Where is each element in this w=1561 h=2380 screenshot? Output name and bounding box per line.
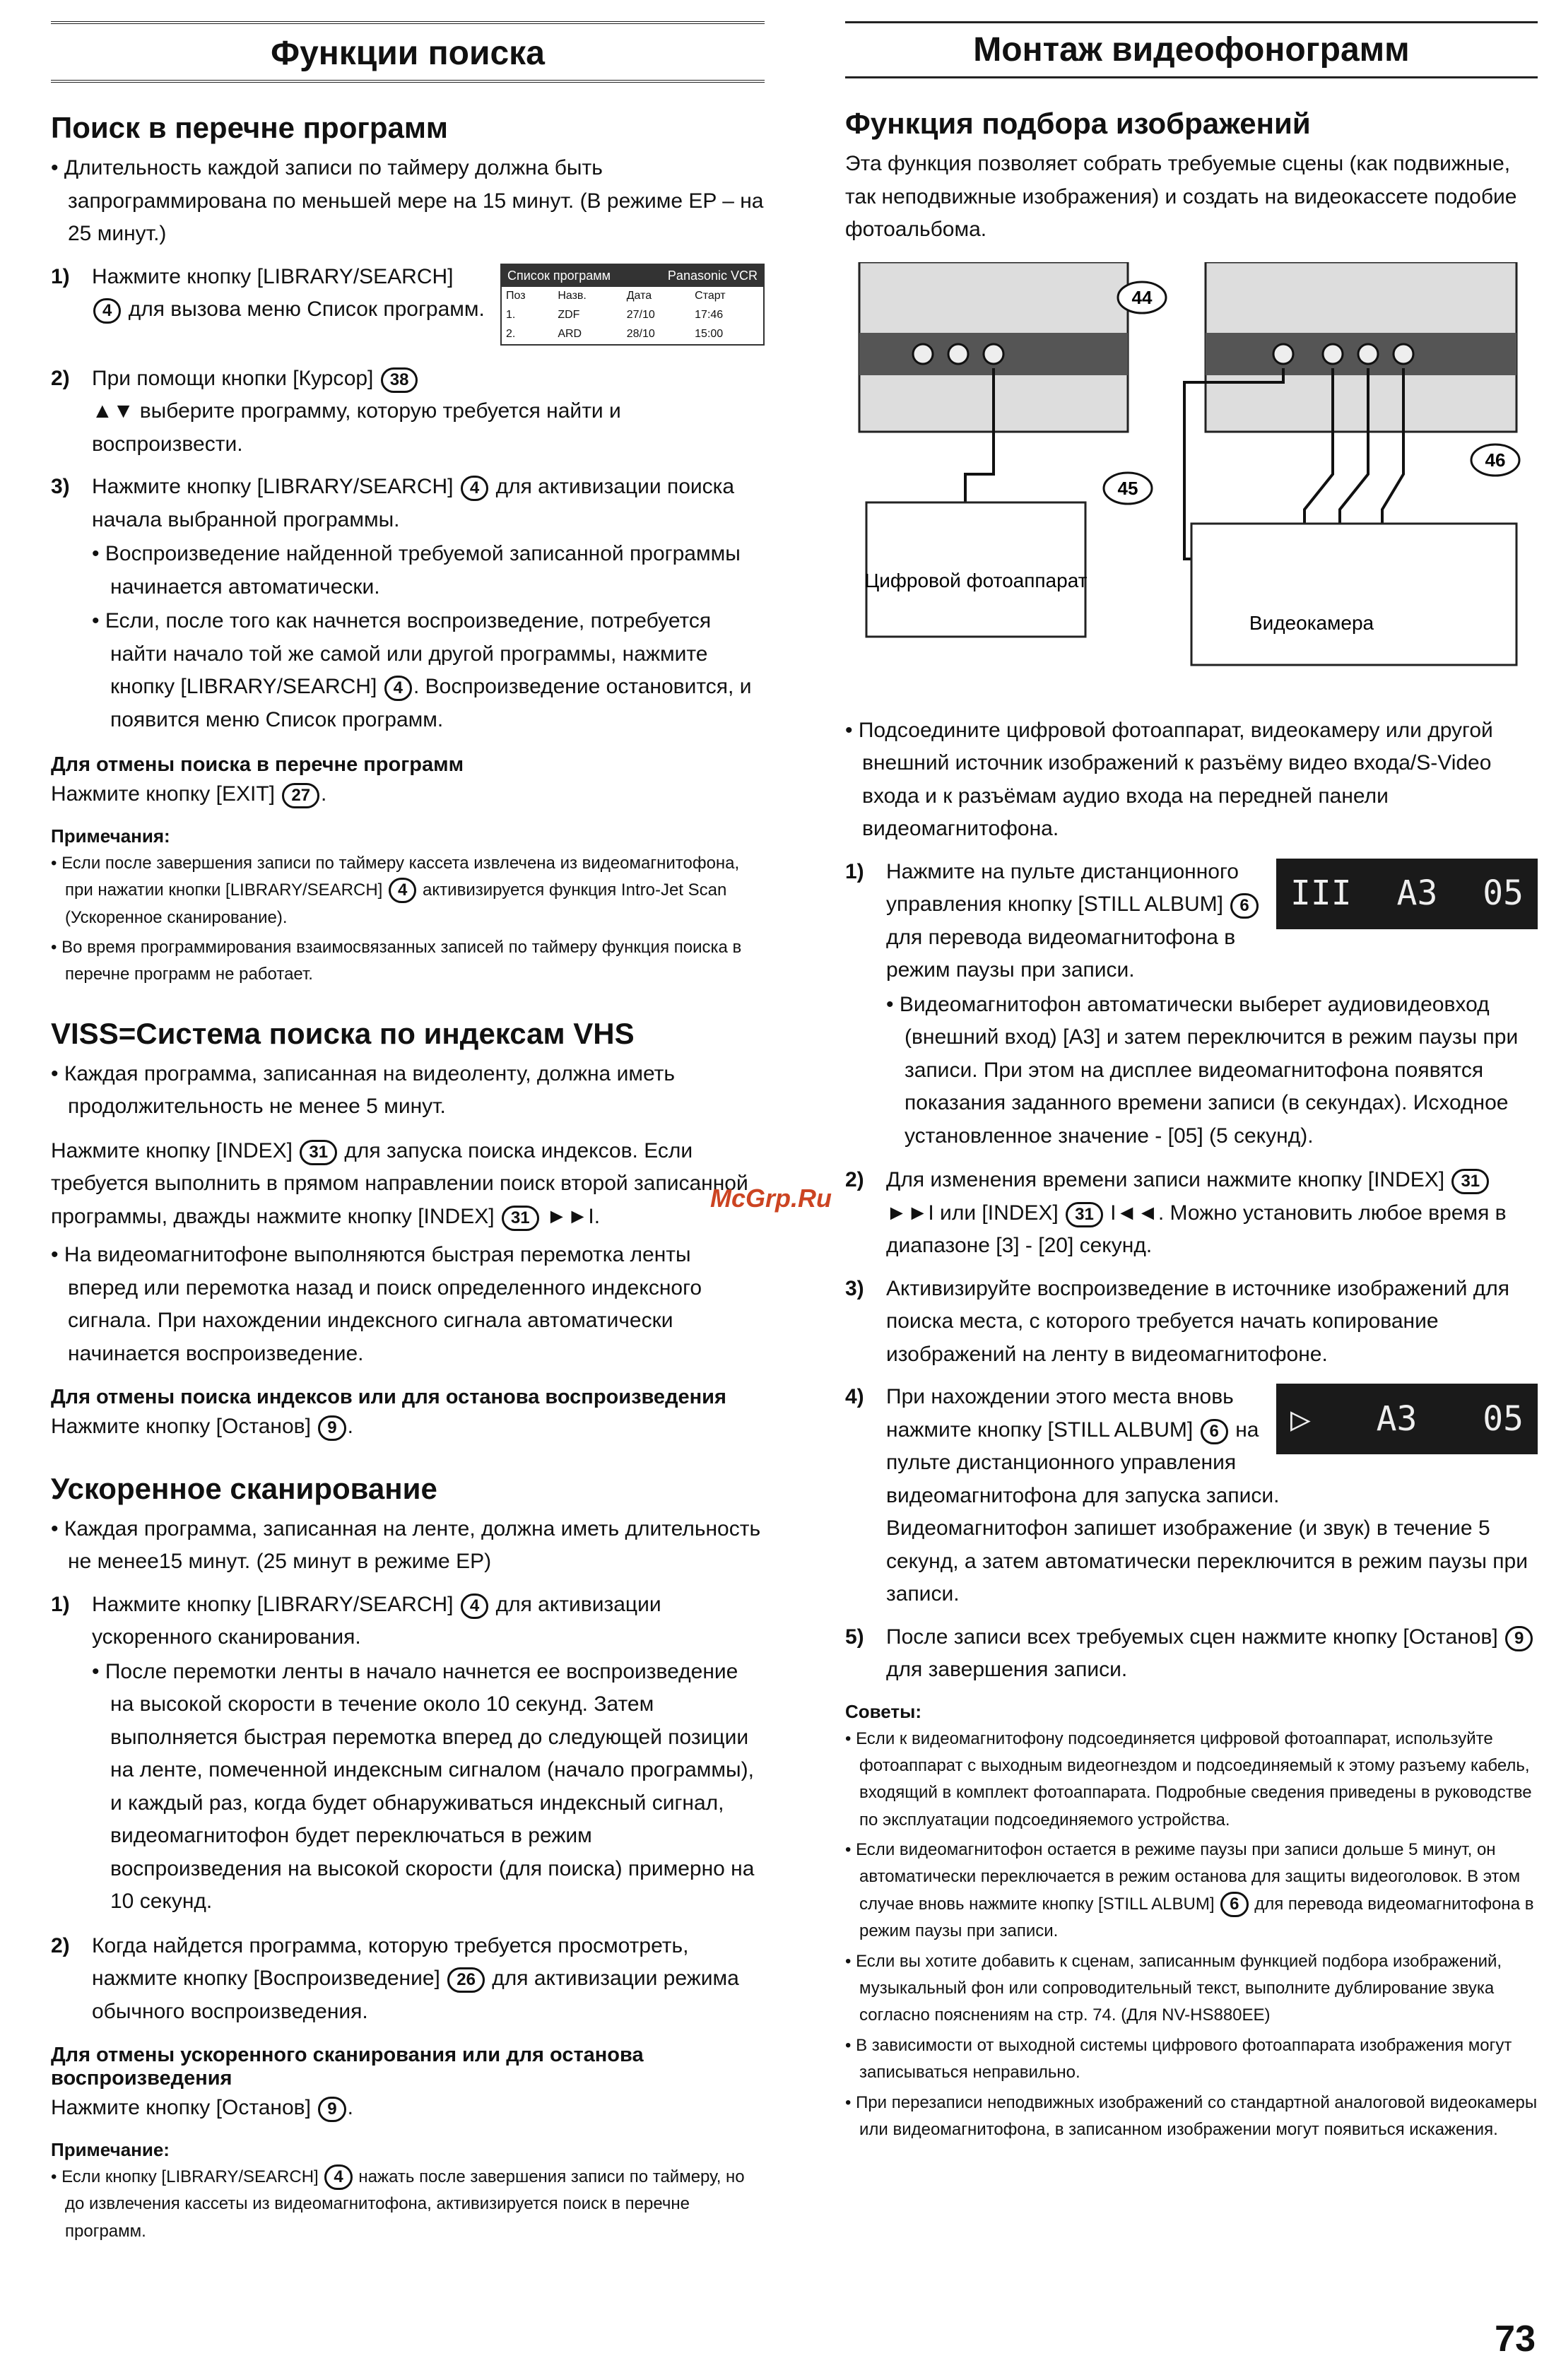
label-camcorder: Видеокамера: [1249, 611, 1374, 634]
cancel-library-heading: Для отмены поиска в перечне программ: [51, 753, 464, 777]
right-column: Монтаж видеофонограмм Функция подбора изображений Эта функция позволяет собрать требуемые сцены (как подвижные, так неподвижные изображения) и создать на видеокассете подобие фотоальбома. 44 45 46 Цифровой фотоаппарат Видеокамера • Подсоедините цифровой фотоаппарат, видеокамеру или другой внешний источник изображений к разъёму видео входа/S-Video входа и к разъёмам аудио входа на передней панели видеомагнитофона. 1) III A3 05 Нажмите на пульте дистанционного управления кнопку [STILL ALBUM] 6 для перевода видеомагнитофона в режим паузы при записи. • Видеомагнитофон автоматически выберет аудиовидеовход (внешний вход) [A3] и затем переключится в режим паузы при записи. При этом на дисплее видеомагнитофона появятся показания заданного времени записи (в секундах). Исходное установленное значение - [05] (5 секунд). 2) Для изменения времени записи нажмите кнопку [INDEX] 31 ►►I или [INDEX] 31 I◄◄. Можно установить любое время в диапазоне [3] - [20] секунд. 3) Активизируйте воспроизведение в источнике изображений для поиска места, с которого требуется начать копирование изображений на ленту в видеомагнитофоне. 4) ▷ A3 05 При нахождении этого места вновь нажмите кнопку [STILL ALBUM] 6 на пульте дистанционного управления видеомагнитофона для запуска записи. Видеомагнитофон запишет изображение (и звук) в течение 5 секунд, а затем автоматически переключится в режим паузы при записи. 5) После записи всех требуемых сцен нажмите кнопку [Останов] 9 для завершения записи. Советы: • Если к видеомагнитофону подсоединяется цифровой фотоаппарат, используйте фотоаппарат с выходным видеогнездом и подсоединяемый к этому разъему кабель, входящий в комплект фотоаппарата. Подробные сведения приведены в руководстве по эксплуатации подсоединяемого устройства. • Если видеомагнитофон остается в режиме паузы при записи дольше 5 минут, он автоматически переключается в режим останова для защиты видеоголовок. В этом случае вновь нажмите кнопку [STILL ALBUM] 6 для перевода видеомагнитофона в режим паузы при записи. • Если вы хотите добавить к сценам, записанным функцией подбора изображений, музыкальный фон или сопроводительный текст, выполните дублирование звука согласно пояснениям на стр. 74. (Для NV-HS880EE) • В зависимости от выходной системы цифрового фотоаппарата изображения могут записываться неправильно. • При перезаписи неподвижных изображений со стандартной аналоговой видеокамеры или видеомагнитофона, в записанном изображении могут появиться искажения.: [845, 21, 1538, 2146]
library-step-2: 2) При помощи кнопки [Курсор] 38 ▲▼ выберите программу, которую требуется найти и воспроизвести.: [51, 366, 621, 456]
heading-library-search: Поиск в перечне программ: [51, 111, 448, 144]
cancel-library-text: Нажмите кнопку [EXIT] 27 .: [51, 778, 765, 811]
library-step-1: 1) Список программ Panasonic VCR Поз Назв. Дата Старт 1. ZDF 27/10 17:46 2. ARD 28/10 15:00 Нажмите кнопку [LIBRARY/SEARCH] 4 для вызова меню Список программ.: [51, 261, 765, 353]
section-title-search: Функции поиска: [51, 21, 765, 83]
page-number: 73: [1495, 2319, 1536, 2360]
lcd-display-record: ▷ A3 05: [1276, 1384, 1538, 1454]
button-ref-4: 4: [93, 298, 121, 324]
section-title-editing: Монтаж видеофонограмм: [845, 21, 1538, 78]
heading-still-album: Функция подбора изображений: [845, 107, 1311, 140]
library-intro: • Длительность каждой записи по таймеру должна быть запрограммирована по меньшей мере на 15 минут. (В режиме EP – на 25 минут.): [51, 156, 764, 245]
library-step-3: 3) Нажмите кнопку [LIBRARY/SEARCH] 4 для активизации поиска начала выбранной программы. • Воспроизведение найденной требуемой записанной программы начинается автоматически. • Если, после того как начнется воспроизведение, потребуется найти начало той же самой или другой программы, нажмите кнопку [LIBRARY/SEARCH] 4 . Воспроизведение остановится, и появится меню Список программ.: [51, 475, 752, 731]
heading-viss: VISS=Система поиска по индексам VHS: [51, 1016, 635, 1050]
lcd-display-pause: III A3 05: [1276, 859, 1538, 929]
watermark: McGrp.Ru: [710, 1184, 832, 1213]
callout-45: 45: [1117, 477, 1138, 499]
button-ref-38: 38: [381, 367, 418, 393]
callout-44: 44: [1131, 286, 1153, 308]
program-list-screen: Список программ Panasonic VCR Поз Назв. Дата Старт 1. ZDF 27/10 17:46 2. ARD 28/10 15:00: [500, 264, 765, 346]
connection-diagram-svg: [845, 262, 1538, 700]
connection-diagram: [845, 262, 1538, 700]
label-camera: Цифровой фотоаппарат: [864, 569, 1088, 591]
left-column: Функции поиска Поиск в перечне программ • Длительность каждой записи по таймеру должна быть запрограммирована по меньшей мере на 15 минут. (В режиме EP – на 25 минут.) 1) Список программ Panasonic VCR Поз Назв. Дата Старт 1. ZDF 27/10 17:46 2. ARD 28/10 15:00 Нажмите кнопку [LIBRARY/SEARCH] 4 для вызова меню Список программ. 2) При помощи кнопки [Курсор] 38 ▲▼ выберите программу, которую требуется найти и воспроизвести. 3) Нажмите кнопку [LIBRARY/SEARCH] 4 для активизации поиска начала выбранной программы. • Воспроизведение найденной требуемой записанной программы начинается автоматически. • Если, после того как начнется воспроизведение, потребуется найти начало той же самой или другой программы, нажмите кнопку [LIBRARY/SEARCH] 4 . Воспроизведение остановится, и появится меню Список программ. Для отмены поиска в перечне программ Нажмите кнопку [EXIT] 27 . Примечания: • Если после завершения записи по таймеру кассета извлечена из видеомагнитофона, при нажатии кнопки [LIBRARY/SEARCH] 4 активизируется функция Intro-Jet Scan (Ускоренное сканирование). • Во время программирования взаимосвязанных записей по таймеру функция поиска в перечне программ не работает. VISS=Система поиска по индексам VHS • Каждая программа, записанная на видеоленту, должна иметь продолжительность не менее 5 минут. Нажмите кнопку [INDEX] 31 для запуска поиска индексов. Если требуется выполнить в прямом направлении поиск второй записанной программы, дважды нажмите кнопку [INDEX] 31 ►►I. • На видеомагнитофоне выполняются быстрая перемотка ленты вперед или перемотка назад и поиск определенного индексного сигнала. При нахождении индексного сигнала автоматически начинается воспроизведение. Для отмены поиска индексов или для останова воспроизведения Нажмите кнопку [Останов] 9 . Ускоренное сканирование • Каждая программа, записанная на ленте, должна иметь длительность не менее15 минут. (25 минут в режиме EP) 1) Нажмите кнопку [LIBRARY/SEARCH] 4 для активизации ускоренного сканирования. • После перемотки ленты в начало начнется ее воспроизведение на высокой скорости в течение около 10 секунд. Затем выполняется быстрая перемотка вперед до следующей позиции на ленте, помеченной индексным сигналом (начало программы), и каждый раз, когда будет обнаруживаться индексный сигнал, видеомагнитофон будет переключаться в режим воспроизведения на высокой скорости (для поиска) примерно на 10 секунд. 2) Когда найдется программа, которую требуется просмотреть, нажмите кнопку [Воспроизведение] 26 для активизации режима обычного воспроизведения. Для отмены ускоренного сканирования или для останова воспроизведения Нажмите кнопку [Останов] 9 . Примечание: • Если кнопку [LIBRARY/SEARCH] 4 нажать после завершения записи по таймеру, но до извлечения кассеты из видеомагнитофона, активизируется поиск в перечне программ.: [51, 21, 765, 2248]
heading-scan: Ускоренное сканирование: [51, 1471, 437, 1505]
callout-46: 46: [1485, 449, 1506, 471]
